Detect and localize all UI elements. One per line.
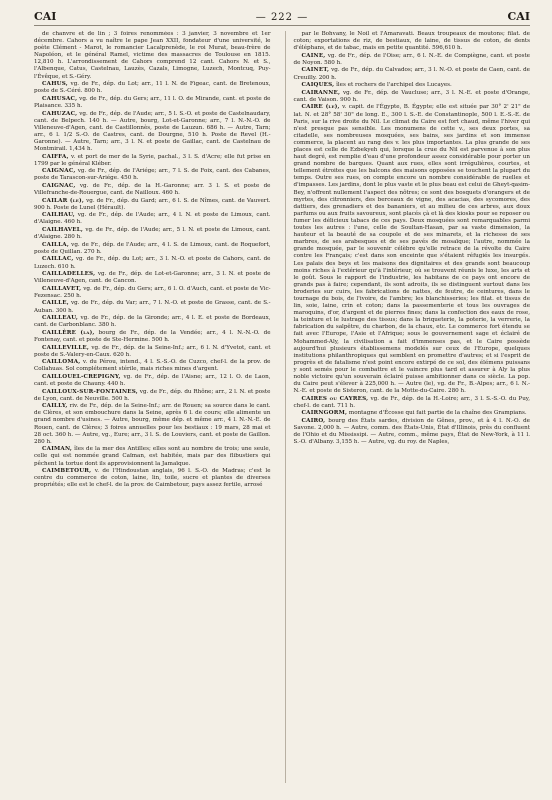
dictionary-entry: [34, 242, 271, 256]
entry-headword: CAILHAU,: [42, 212, 75, 219]
dictionary-entry: [34, 300, 271, 314]
entry-headword: CAILLOUEL-CREPIGNY,: [42, 373, 121, 380]
entry-headword: CAIRNGORM,: [301, 410, 348, 417]
dictionary-entry: [34, 111, 271, 154]
dictionary-entry: [34, 345, 271, 359]
entry-text: vg. de Fr., dép. de l'Aude; arr., 5 l. S.-O. et poste de Castelnaudary, cant. de Belpech. 140 h. — Autre, bourg, Lot-et-Garonne; arr., 7 l. N.-N.-O. de Villeneuve-d'Agen, cant. de Castillonnès, poste de Lauzun. 686 h. — Autre, Tarn; arr., 6 l. 1/2 S.-O. de Castres, cant. de Dourgne, 510 h. Poste de Revel (H.-Garonne). — Autre, Tarn; arr., 3 l. N. et poste de Gaillac, cant. de Castelnau de Montmirail. 1,434 h.: [34, 110, 271, 152]
entry-headword: CAHUSAC,: [42, 95, 78, 102]
entry-headword: CAHUS,: [42, 81, 68, 88]
entry-headword: CAILLEAU,: [42, 315, 78, 322]
entry-text: v. et port de mer de la Syrie, pachal., 3 l. S. d'Acre; elle fut prise en 1799 par le général Kléber.: [34, 153, 271, 167]
entry-text: vg. de Fr., dép. du Gers; arr., 11 l. O. de Mirande, cant. et poste de Plaisance. 335 h.: [34, 95, 271, 109]
dictionary-entry: [294, 53, 531, 67]
dictionary-entry: [34, 315, 271, 329]
entry-headword: CAIQUES,: [301, 82, 335, 89]
dictionary-entry: [34, 256, 271, 270]
entry-text: vg. de Fr., dép. de l'Ariége; arr., 7 l. S. de Foix, cant. des Cabanes, poste de Tarascon-sur-Ariége. 450 h.: [34, 168, 271, 182]
entry-text: de chanvre et de lin ; 3 foires renommées : 3 janvier, 3 novembre et 1er décembre. Cahors a vu naître le pape Jean XXII, fondateur d'une université, le poète Clément - Marot, le romancier Lacalprenède, le roi Murat, beau-frère de Napoléon, et le général Ramel, victime des massacres de Toulouse en 1815. 12,810 h. L'arrondissement de Cahors comprend 12 cant. Cahors N. et S., l'Albenque, Catus, Castelnau, Lauzès, Cazals, Limogne, Luzech, Montcuq, Puy-l'Évêque, et S.-Géry.: [34, 31, 271, 80]
dictionary-entry: [34, 154, 271, 168]
dictionary-entry: [294, 82, 531, 89]
dictionary-entry: [34, 330, 271, 344]
entry-headword: CAILLY,: [42, 403, 68, 410]
entry-headword: CAILLAC,: [42, 256, 74, 263]
entry-text: vg. de Fr., dép. de la H.-Garonne; arr. 3 l. S. et poste de Villefranche-de-Rouergue, cant. de Nailloux. 460 h.: [34, 182, 271, 197]
dictionary-entry: [34, 446, 271, 467]
dictionary-entry: [34, 183, 271, 197]
entry-text: bourg de Fr., dép. de la Vendée; arr., 4 l. N.-N.-O. de Fontenay, cant. et poste de Ste-Hermine. 500 h.: [34, 329, 271, 343]
entry-text: vg. de Fr., dép. de Vaucluse; arr., 3 l. N.-E. et poste d'Orange, cant. de Vaison. 900 h.: [293, 89, 530, 103]
entry-headword: CAILLAVET,: [42, 285, 82, 292]
dictionary-entry: [294, 410, 531, 417]
right-column: [285, 31, 531, 783]
dictionary-entry: [294, 418, 531, 446]
entry-text: vg. de Fr., dép. du Gers; arr., 6 l. O. d'Auch, cant. et poste de Vic-Fezensac. 250 h.: [34, 285, 271, 299]
entry-headword: CAIRES ou CAYRES,: [301, 395, 369, 402]
entry-text: vg. de Fr., dép. de l'Aisne; arr., 12 l. O. de Laon, cant. et poste de Chauny. 440 h.: [34, 373, 271, 387]
dictionary-entry: [34, 286, 271, 300]
dictionary-entry: [294, 104, 531, 395]
entry-text: vg. de Fr., dép. de la Seine-Inf.; arr., 6 l. N. d'Yvetot, cant. et poste de S.-Valery-en-Caux. 620 h.: [34, 344, 271, 358]
entry-headword: CAIMAN,: [42, 446, 73, 453]
dictionary-entry: [294, 90, 531, 104]
entry-text: v. de l'Hindoustan anglais, 96 l. S.-O. de Madras; c'est le centre du commerce de coton, laine, lin, toile, sucre et plantes de diverses propriétés; elle est le chef-l. de la prov. de Caimbetour, pays assez fertile, arrosé: [34, 468, 271, 489]
entry-text: vg. de Fr., dép. de l'Aude; arr., 4 l. S. de Limoux, cant. de Roquefort, poste de Quillan. 270 h.: [34, 241, 271, 255]
dictionary-entry: [34, 212, 271, 226]
text-columns: [34, 31, 530, 783]
dictionary-entry: [34, 96, 271, 110]
dictionary-entry: [34, 468, 271, 489]
dictionary-entry: [34, 374, 271, 388]
entry-headword: CAILLOUX-SUR-FONTAINES,: [42, 388, 138, 395]
left-column: [34, 31, 271, 783]
entry-headword: CAIGNAC,: [42, 182, 76, 189]
entry-headword: CAIRANNE,: [301, 89, 341, 96]
entry-text: vg. de Fr., dép. du Var; arr., 7 l. N.-O. et poste de Grasse, cant. de S.-Auban. 300 h.: [34, 300, 271, 314]
entry-text: vg. de Fr., dép. de la Gironde; arr., 4 l. E. et poste de Bordeaux, cant. de Carbonblanc. 380 h.: [34, 315, 271, 329]
entry-text: îles de la mer des Antilles; elles sont au nombre de trois; une seule, celle qui est nommée grand Caïman, est habitée, mais par des flibustiers qui pêchent la tortue dont ils approvisionnent la Jamaïque.: [34, 446, 271, 467]
dictionary-entry: [294, 67, 531, 81]
entry-text: vg. de Fr., dép. de l'Aude; arr., 4 l. N. et poste de Limoux, cant. d'Alaigne. 460 h.: [34, 212, 271, 226]
dictionary-entry: [34, 389, 271, 403]
entry-headword: CAIFFA,: [42, 153, 69, 160]
header-left-guide-word: CAI: [34, 10, 57, 23]
entry-text: vg. de Fr., dép. de l'Aude; arr., 5 l. N. et poste de Limoux, cant. d'Alaigne. 280 h.: [34, 227, 271, 241]
entry-text: riv. de Fr., dép. de la Seine-Inf.; arr. de Rouen; sa source dans le cant. de Clères, et son embouchure dans la Seine, après 6 l. de cours; elle alimente un grand nombre d'usines. — Autre, bourg, même dép. et même arr., 4 l. N.-N.-E. de Rouen, cant. de Clères; 3 foires annuelles pour les bestiaux : 19 mars, 28 mai et 28 oct. 360 h. — Autre, vg., Eure; arr., 3 l. S. de Louviers, cant. et poste de Gaillon. 280 h.: [34, 403, 271, 445]
entry-headword: CAILLADELLES,: [42, 271, 96, 278]
header-right-guide-word: CAI: [507, 10, 530, 23]
entry-text: vg. de Fr., dép. du Lot; arr., 11 l. N. de Figeac, cant. de Bretenoux, poste de S.-Céré. 800 h.: [34, 81, 271, 95]
dictionary-entry: [34, 403, 271, 446]
entry-headword: CAILHAVEL,: [42, 227, 84, 234]
entry-text: vg. de Fr., dép. de Lot-et-Garonne; arr., 3 l. N. et poste de Villeneuve-d'Agen, cant. de Cancon.: [34, 271, 271, 285]
dictionary-entry: [34, 81, 271, 95]
dictionary-entry: [34, 31, 271, 81]
entry-headword: CAIMBETOUR,: [42, 468, 92, 475]
entry-headword: CAIGNAC,: [42, 168, 76, 175]
dictionary-entry: [294, 31, 531, 52]
dictionary-entry: [34, 227, 271, 241]
entry-text: par le Bohvany, le Noil et l'Amaravati. Beaux troupeaux de moutons; filat. de coton; exportations de riz, de bestiaux, de laine, de tissus de coton, de dents d'éléphans, et de tabac, mais en petite quantité. 596,610 h.: [293, 31, 530, 52]
entry-headword: CAIRO,: [301, 418, 326, 425]
entry-headword: CAILLA,: [42, 241, 69, 248]
entry-text: îles et rochers de l'archipel des Lucayes.: [336, 82, 452, 89]
entry-text: vg. de Fr., dép. de la H.-Loire; arr., 3 l. S.-S.-O. du Puy, chef-l. de cant. 711 h.: [293, 395, 530, 409]
entry-text: vg. de Fr., dép. du Rhône; arr., 2 l. N. et poste de Lyon, cant. de Neuville. 500 h.: [34, 388, 271, 402]
entry-headword: CAILLEVILLE,: [42, 344, 89, 351]
entry-text: vg. de Fr., dép. du Calvados; arr., 3 l. N.-O. et poste de Caen, cant. de Creuilly. 200 h.: [293, 67, 530, 81]
entry-headword: CAINE,: [301, 52, 326, 59]
entry-headword: CAINET,: [301, 67, 330, 74]
dictionary-entry: [34, 359, 271, 373]
entry-headword: CAIRE (le),: [301, 104, 340, 111]
entry-headword: CAILLOMA,: [42, 359, 81, 366]
entry-headword: CAHUZAC,: [42, 110, 78, 117]
entry-headword: CAILAR (le),: [42, 197, 85, 204]
entry-text: vg. de Fr., dép. de l'Oise; arr., 6 l. N.-E. de Compiègne, cant. et poste de Noyon. 580 h.: [293, 52, 530, 66]
entry-text: v. du Pérou, intend., 4 l. S.-S.-O. de Cuzco, chef-l. de la prov. de Collahuas. Sol complétement stérile, mais riches mines d'argent.: [34, 359, 271, 373]
dictionary-entry: [294, 396, 531, 410]
entry-headword: CAILLÈRE (la),: [42, 329, 95, 336]
dictionary-entry: [34, 168, 271, 182]
entry-text: montagne d'Écosse qui fait partie de la chaîne des Grampians.: [348, 410, 527, 417]
entry-text: bourg des États sardes, division de Gênes, prov., et à 4 l. N.-O. de Savone. 2,000 h. — Autre, comm. des États-Unis, État d'Illinois, près du confluent de l'Ohio et du Mississipi. — Autre, comm., même pays, État de New-York, à 11 l. S.-O. d'Albany. 3,155 h. — Autre, vg. du roy. de Naples,: [293, 418, 530, 446]
entry-text: vg. de Fr., dép. du Gard; arr., 6 l. S. de Nîmes, cant. de Vauvert. 900 h. Poste de Lunel (Hérault).: [34, 197, 271, 211]
dictionary-entry: [34, 271, 271, 285]
running-header: [34, 10, 530, 26]
entry-headword: CAILLE,: [42, 300, 69, 307]
dictionary-entry: [34, 198, 271, 212]
entry-text: vg. de Fr., dép. du Lot; arr., 3 l. N.-O. et poste de Cahors, cant. de Luzech. 610 h.: [34, 256, 271, 270]
entry-text: v. capit. de l'Égypte, B. Égypte; elle est située par 30° 2' 21" de lat. N. et 28° 58' 30" de long. E., 300 l. S.-E. de Constantinople, 500 l. E.-S.-E. de Paris, sur la rive droite du Nil. Le climat du Caire est fort chaud, même l'hiver qui n'est presque pas sensible. Les monumens de cette v., ses deux portes, sa citadelle, ses nombreuses mosquées, ses bains, ses jardins et son immense commerce, la placent au rang des v. les plus importantes. La plus grande de ses places est celle de Ezbekyeh qui, lorsque la crue du Nil est parvenue à son plus haut degré, est remplie d'eau d'une profondeur assez considérable pour porter un grand nombre de barques. Quant aux rues, elles sont irrégulières, courtes, et tellement étroites que les balcons des maisons opposées se touchent la plupart du temps. Outre ses rues, on compte encore un nombre considérable de ruelles et d'impasses. Les jardins, dont le plus vaste et le plus beau est celui de Gheyt-qasim-Bey, n'offrent nullement l'aspect des nôtres; ce sont des bosquets d'orangers et de myrtes, des citronniers, des berceaux de vigne, des acacias, des sycomores, des dattiers, des grenadiers et des bananiers, et au milieu de ces arbres, aux doux parfums ou aux fruits savoureux, sont placés çà et là des kiosks pour se reposer ou fumer les délicieux tabacs de ces pays. Deux mosquées sont remarquables parmi toutes les autres : l'une, celle de Soultan-Hasan, par sa vaste dimension, la hauteur et la beauté de sa coupole et de ses minarets, et la richesse de ses marbres, de ses arabesques et de ses pavés de mosaïque; l'autre, nommée la grande mosquée, par le souvenir célèbre qu'elle retrace de la révolte du Caire contre les Français; c'est dans son enceinte que s'étaient réfugiés les insurgés. Les palais des beys et les maisons des dignitaires et des grands sont beaucoup moins riches à l'extérieur qu'à l'intérieur, où se trouvent réunis le luxe, les arts et le goût. Sous le rapport de l'industrie, les habitans de ce pays ont encore de grands pas à faire; cependant, ils sont adroits, ils se distinguent surtout dans les broderies sur cuirs, les fabrications de nattes, de feutre, de ceintures, dans le tournage du bois, de l'ivoire, de l'ambre; les blanchisseries; les filat. et tissus de lin, soie, laine, crin et coton; dans la passementerie et tous les ouvrages de maroquins, d'or, d'argent et de pierres fines; dans la confection des eaux de rose, la teinture et le lustrage des tissus; dans la briqueterie, la poterie, la verrerie, la fabrication du salpêtre, du charbon, de la chaux, etc. Le commerce fort étendu se fait avec l'Europe, l'Asie et l'Afrique; sous le gouvernement sage et éclairé de Mohammed-Aly, la civilisation a fait d'immenses pas, et le Caire possède aujourd'hui plusieurs établissemens modelés sur ceux de l'Europe, quelques institutions philanthropiques qui semblent en promettre d'autres; et si l'esprit de progrès et de fatalisme n'est point encore extirpé de ce sol, des élémens puissans y sont semés pour le combattre et le vaincre plus tard et assurer à Aly la plus noble victoire qu'un souverain éclairé puisse ambitionner dans ce siècle. La pop. du Caire peut s'élever à 225,000 h. — Autre (le), vg. de Fr., B.-Alpes; arr., 6 l. N.-N.-E. et poste de Sisteron, cant. de la Motte-du-Caire. 280 h.: [293, 104, 530, 395]
page-number: — 222 —: [255, 12, 309, 23]
